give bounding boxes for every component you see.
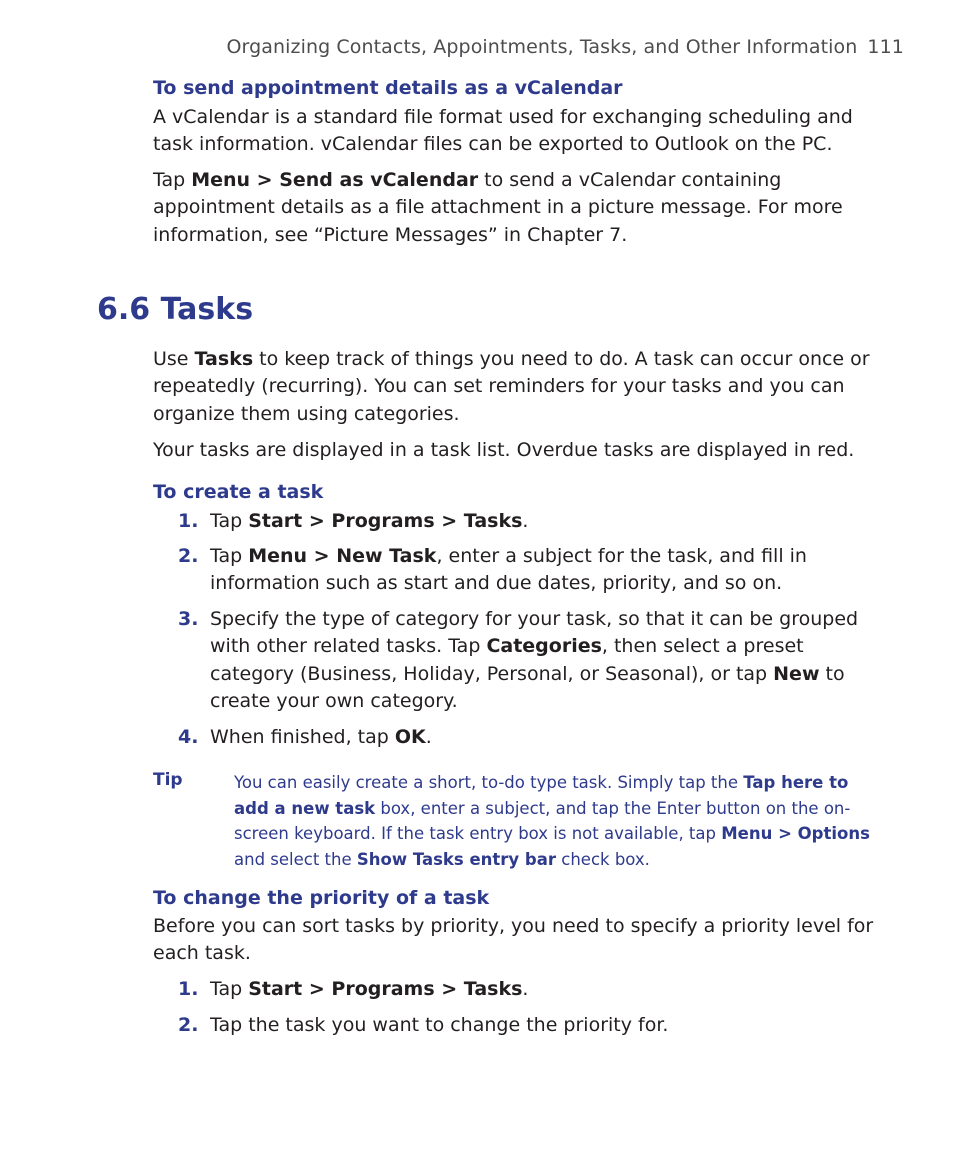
text-run: Use — [153, 348, 195, 370]
priority-intro: Before you can sort tasks by priority, you need to specify a priority level for each task. — [153, 915, 874, 965]
section-title: 6.6 Tasks — [97, 292, 254, 327]
vcalendar-heading: To send appointment details as a vCalendar — [153, 77, 623, 99]
text-run: When finished, tap — [210, 726, 395, 748]
create-step-2 — [178, 543, 888, 598]
text-run: You can easily create a short, to-do type task. Simply tap the — [234, 773, 744, 792]
text-run: to create your own category. — [210, 662, 845, 712]
text-run: , enter a subject for the task, and fill in information such as start and due dates, priority, and so on. — [210, 545, 807, 595]
step-number: 2. — [178, 1014, 199, 1036]
text-run: check box. — [556, 849, 650, 869]
step-text — [210, 724, 888, 751]
create-step-3 — [178, 606, 888, 715]
menu-command: Categories — [486, 635, 602, 658]
text-run: Tap — [210, 978, 249, 1000]
ui-element-name: Show Tasks entry bar — [356, 849, 557, 869]
create-task-heading: To create a task — [153, 481, 324, 503]
vcalendar-instructions — [153, 167, 888, 249]
text-run: Tap — [210, 545, 249, 567]
program-name: Tasks — [194, 348, 254, 370]
text-run: . — [425, 726, 432, 748]
menu-command: Menu > Options — [721, 824, 870, 843]
menu-command: Menu > New Task — [248, 545, 437, 567]
text-run: Specify the type of category for your task, so that it can be grouped with other related tasks. Tap — [210, 608, 859, 658]
text-run: Tap — [210, 510, 249, 532]
step-number: 1. — [178, 510, 199, 532]
menu-command: Start > Programs > Tasks — [248, 510, 523, 532]
create-step-1 — [178, 508, 888, 535]
running-header — [226, 36, 904, 58]
menu-command: OK — [394, 726, 426, 748]
text-run: to send a vCalendar containing appointment details as a file attachment in a picture message. For more information, see “Picture Messages” in Chapter 7. — [153, 169, 843, 246]
text-run: and select the — [234, 849, 357, 869]
menu-command: Menu > Send as vCalendar — [191, 169, 479, 191]
tasks-list-note: Your tasks are displayed in a task list. Overdue tasks are displayed in red. — [153, 439, 855, 461]
menu-command: Start > Programs > Tasks — [248, 978, 523, 1000]
step-number: 1. — [178, 978, 199, 1000]
running-title: Organizing Contacts, Appointments, Tasks, and Other Information — [226, 36, 858, 58]
priority-step-2 — [178, 1012, 888, 1039]
text-run: Tap — [153, 169, 192, 191]
step-text: Tap the task you want to change the priority for. — [210, 1014, 669, 1036]
step-number: 4. — [178, 726, 199, 748]
menu-command: New — [773, 662, 820, 685]
text-run: box, enter a subject, and tap the Enter button on the on-screen keyboard. If the task entry box is not available, tap — [234, 798, 851, 843]
step-text — [210, 508, 888, 535]
tip-label: Tip — [153, 770, 183, 790]
vcalendar-intro: A vCalendar is a standard file format used for exchanging scheduling and task information. vCalendar files can be exported to Outlook on the PC. — [153, 106, 853, 156]
step-text — [210, 976, 888, 1003]
priority-heading: To change the priority of a task — [153, 887, 490, 909]
step-text — [210, 606, 888, 715]
tip-text — [234, 770, 884, 872]
ui-element-name: Tap here to add a new task — [234, 773, 849, 818]
text-run: . — [522, 510, 529, 532]
step-number: 3. — [178, 608, 199, 630]
text-run: . — [522, 978, 529, 1000]
text-run: to keep track of things you need to do. A task can occur once or repeatedly (recurring). You can set reminders for your tasks and you can organize them using categories. — [153, 348, 870, 425]
page-number: 111 — [867, 36, 904, 58]
step-number: 2. — [178, 545, 199, 567]
step-text — [210, 543, 888, 598]
create-step-4 — [178, 724, 888, 751]
tasks-intro — [153, 346, 888, 428]
text-run: , then select a preset category (Business, Holiday, Personal, or Seasonal), or tap — [210, 635, 804, 685]
priority-step-1 — [178, 976, 888, 1003]
